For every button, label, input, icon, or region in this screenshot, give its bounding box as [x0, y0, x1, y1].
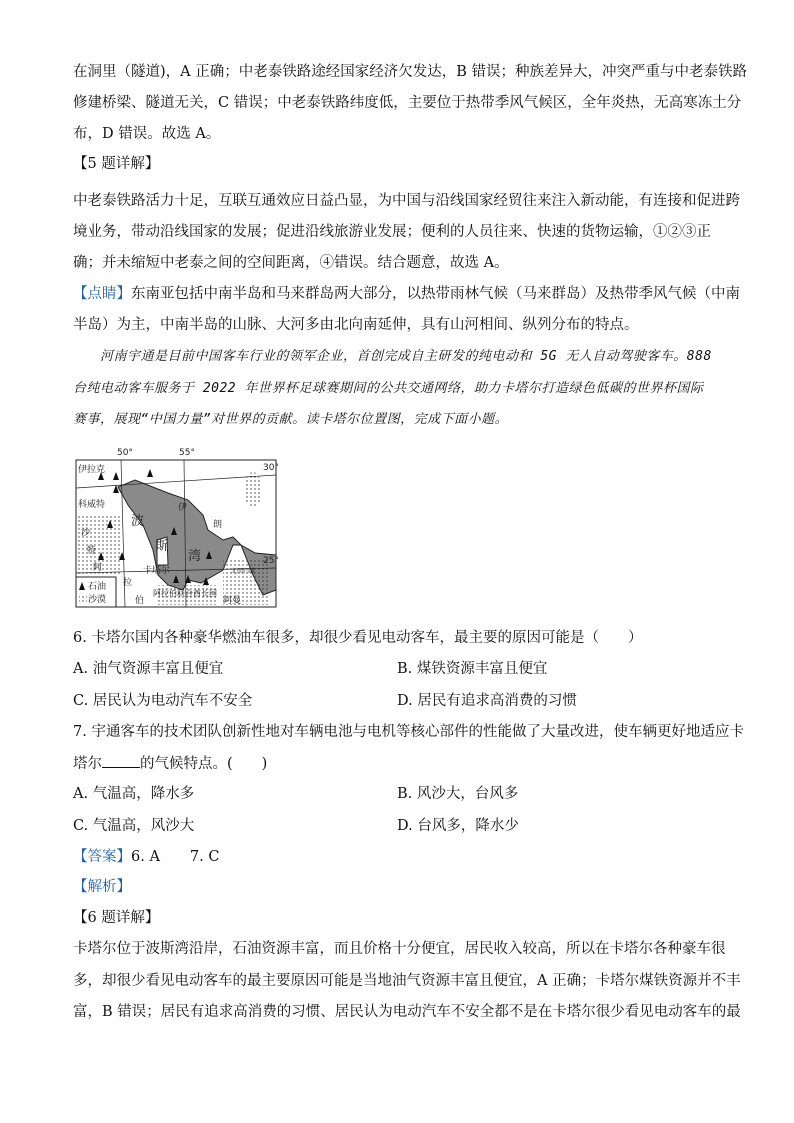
desert-icon [79, 594, 87, 602]
q7-option-b[interactable]: B. 风沙大，台风多 [397, 786, 519, 802]
label-iraq: 伊拉克 [78, 465, 106, 475]
label-saudi: 拉 [123, 578, 133, 588]
lon-label: 55° [179, 448, 195, 458]
analysis-label: 【解析】 [73, 879, 131, 895]
question-7-stem: 7. 宇通客车的技术团队创新性地对车辆电池与电机等核心部件的性能做了大量改进，使车辆更好地适应卡 [73, 724, 744, 740]
q7-option-d[interactable]: D. 台风多，降水少 [397, 818, 519, 834]
label-iran: 朗 [213, 520, 223, 530]
legend-desert: 沙漠 [88, 595, 107, 605]
q7-option-a[interactable]: A. 气温高，降水多 [73, 786, 195, 802]
text: 塔尔 [73, 756, 102, 772]
q6-option-b[interactable]: B. 煤铁资源丰富且便宜 [397, 661, 548, 677]
q6-option-d[interactable]: D. 居民有追求高消费的习惯 [397, 693, 577, 709]
label-tropic: 北回归线 [231, 568, 256, 575]
text-line: 卡塔尔位于波斯湾沿岸，石油资源丰富，而且价格十分便宜，居民收入较高，所以在卡塔尔各种豪车很 [73, 941, 726, 957]
passage-line: 台纯电动客车服务于 2022 年世界杯足球赛期间的公共交通网络，助力卡塔尔打造绿色低碳的世界杯国际 [73, 381, 704, 396]
text: 的气候特点。( ) [140, 756, 268, 772]
label-saudi: 沙 [81, 528, 91, 538]
passage-line: 赛事，展现“中国力量”对世界的贡献。读卡塔尔位置图，完成下面小题。 [73, 412, 509, 427]
text-line: 半岛）为主，中南半岛的山脉、大河多由北向南延伸，具有山河相间、纵列分布的特点。 [73, 317, 639, 333]
legend-oil: 石油 [88, 582, 107, 592]
answer-value: 6. A [131, 849, 160, 865]
question-7-stem-cont [73, 753, 267, 774]
q7-option-c[interactable]: C. 气温高，风沙大 [73, 818, 195, 834]
label-uae: 阿拉伯联合酋长国 [153, 589, 217, 598]
text-line: 富，B 错误；居民有追求高消费的习惯、居民认为电动汽车不安全都不是在卡塔尔很少看见电动客车的最 [73, 1004, 741, 1020]
text-line: 布，D 错误。故选 A。 [73, 126, 221, 142]
text-line: 东南亚包括中南半岛和马来群岛两大部分，以热带雨林气候（马来群岛）及热带季风气候（中南 [131, 286, 740, 302]
text-line: 境业务，带动沿线国家的发展；促进沿线旅游业发展；便利的人员往来、快速的货物运输，①②③正 [73, 224, 711, 240]
q6-option-c[interactable]: C. 居民认为电动汽车不安全 [73, 693, 253, 709]
label-saudi: 伯 [135, 596, 145, 606]
label-iran: 伊 [178, 503, 188, 513]
label-gulf: 斯 [155, 539, 169, 554]
section-heading: 【6 题详解】 [73, 910, 160, 926]
passage-line: 河南宇通是目前中国客车行业的领军企业，首创完成自主研发的纯电动和 5G 无人自动驾驶客车。888 [100, 349, 712, 364]
label-gulf: 波 [131, 514, 145, 529]
text-line: 确；并未缩短中老泰之间的空间距离，④错误。结合题意，故选 A。 [73, 255, 509, 271]
text-line: 中老泰铁路活力十足，互联互通效应日益凸显，为中国与沿线国家经贸往来注入新动能，有连接和促进跨 [73, 193, 740, 209]
lat-label: 30° [263, 463, 279, 473]
qatar-location-map [73, 443, 281, 610]
label-kuwait: 科威特 [78, 500, 106, 510]
lat-label: 25° [263, 556, 279, 566]
answer-line [73, 847, 219, 867]
label-saudi: 特 [87, 546, 97, 556]
lon-label: 50° [117, 448, 133, 458]
desert-area [244, 472, 262, 508]
label-saudi: 阿 [93, 563, 103, 573]
dianjing-line [73, 284, 740, 304]
label-oman: 阿曼 [223, 596, 242, 606]
answer-value: 7. C [189, 849, 220, 865]
text-line: 在洞里（隧道)，A 正确；中老泰铁路途经国家经济欠发达，B 错误；种族差异大，冲突严重与中老泰铁路 [73, 64, 747, 80]
text-line: 多，却很少看见电动客车的最主要原因可能是当地油气资源丰富且便宜，A 正确；卡塔尔煤铁资源并不丰 [73, 973, 741, 989]
label-gulf: 湾 [188, 549, 202, 564]
fill-blank [102, 753, 140, 768]
q6-option-a[interactable]: A. 油气资源丰富且便宜 [73, 661, 224, 677]
section-heading: 【5 题详解】 [73, 156, 160, 172]
answer-label: 【答案】 [73, 849, 131, 865]
text-line: 修建桥梁、隧道无关，C 错误；中老泰铁路纬度低，主要位于热带季风气候区，全年炎热，无高寒冻土分 [73, 95, 742, 111]
question-6-stem: 6. 卡塔尔国内各种豪华燃油车很多，却很少看见电动客车，最主要的原因可能是（ ） [73, 630, 643, 646]
label-qatar: 卡塔尔 [143, 566, 171, 576]
dianjing-label: 【点睛】 [73, 286, 131, 302]
